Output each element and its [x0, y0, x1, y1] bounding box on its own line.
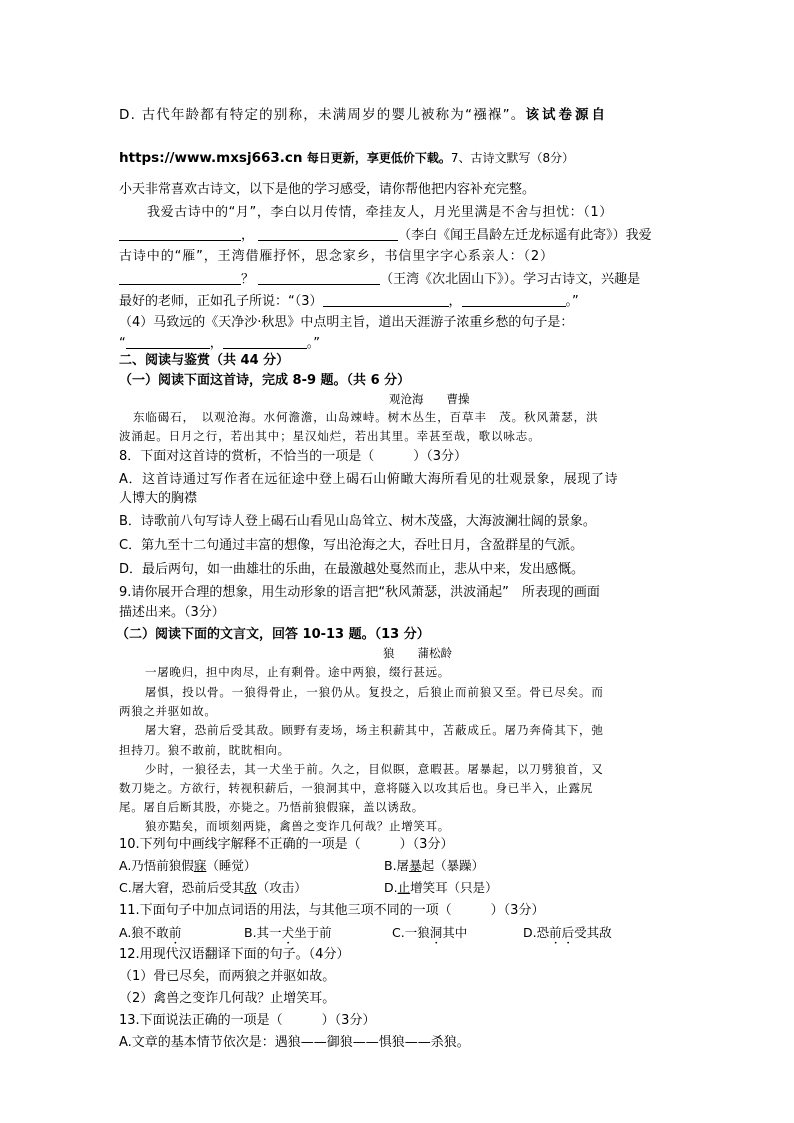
part-1-heading: （一）阅读下面这首诗，完成 8-9 题。（共 6 分）: [119, 373, 411, 388]
q7-line5: 最好的老师，正如孔子所说：“（3） ， 。”: [119, 294, 579, 309]
q12-item-1: （1）骨已尽矣，而两狼之并驱如故。: [119, 969, 336, 984]
answer-blank[interactable]: [462, 292, 566, 307]
wolf-text-line: 担持刀。狼不敢前，眈眈相向。: [119, 743, 290, 757]
q12-stem: 12.用现代汉语翻译下面的句子。（4分）: [119, 947, 350, 962]
answer-blank[interactable]: [258, 270, 380, 285]
q10-option-a: A.乃悟前狼假寐（睡觉）: [119, 858, 257, 873]
wolf-text-line: 屠大窘，恐前后受其敌。顾野有麦场，场主积薪其中，苫蔽成丘。屠乃奔倚其下，弛: [145, 723, 604, 737]
wolf-title-line: [383, 644, 452, 662]
answer-blank[interactable]: [126, 334, 210, 349]
q7-intro: 小天非常喜欢古诗文，以下是他的学习感受，请你帮他把内容补充完整。: [119, 182, 536, 197]
ad-slogan: 每日更新，享更低价下载。: [306, 151, 451, 165]
q7-heading: 7、古诗文默写（8分）: [450, 151, 575, 165]
q8-option-c: C．第九至十二句通过丰富的想像，写出沧海之大，吞吐日月，含盈群星的气派。: [119, 538, 584, 553]
q9-stem-cont: 描述出来。（3分）: [119, 605, 225, 620]
q8-option-b: B．诗歌前八句写诗人登上碣石山看见山岛耸立、树木茂盛，大海波澜壮阔的景象。: [119, 514, 596, 529]
q10-stem: 10.下列句中画线字解释不正确的一项是（ ）（3分）: [119, 837, 454, 852]
section-2-title: 二、阅读与鉴赏（共 44 分）: [119, 353, 290, 368]
option-d-line: [119, 106, 608, 124]
q8-option-a-cont: 人博大的胸襟: [119, 491, 198, 506]
ad-line: [119, 149, 574, 167]
poem-line: 波涌起。日月之行，若出其中；星汉灿烂，若出其里。幸甚至哉，歌以咏志。: [119, 429, 541, 443]
q10-option-b: B.屠暴起（暴躁）: [384, 858, 485, 873]
q9-stem: 9.请你展开合理的想象，用生动形象的语言把“秋风萧瑟，洪波涌起” 所表现的画面: [119, 585, 600, 600]
q7-line4: ？ （王湾《次北固山下》）。学习古诗文，兴趣是: [119, 270, 640, 289]
answer-blank[interactable]: [223, 334, 307, 349]
part-2-heading: （二）阅读下面的文言文，回答 10-13 题。（13 分）: [116, 627, 430, 642]
poem-author: 曹操: [446, 392, 470, 406]
q8-option-a: A．这首诗通过写作者在远征途中登上碣石山俯瞰大海所看见的壮观景象，展现了诗: [119, 472, 619, 487]
wolf-text-line: 一屠晚归，担中肉尽，止有剩骨。途中两狼，缀行甚远。: [145, 665, 450, 679]
q7-line6: （4）马致远的《天净沙·秋思》中点明主旨，道出天涯游子浓重乡愁的句子是：: [119, 315, 574, 330]
q13-stem: 13.下面说法正确的一项是（ ）（3分）: [119, 1013, 376, 1028]
wolf-text-line: 屠惧，投以骨。一狼得骨止，一狼仍从。复投之，后狼止而前狼又至。骨已尽矣。而: [145, 685, 604, 699]
wolf-text-line: 两狼之并驱如故。: [119, 704, 217, 718]
answer-blank[interactable]: [119, 270, 241, 285]
wolf-author: 蒲松龄: [417, 646, 452, 660]
q7-line7: “ ， 。”: [119, 336, 321, 351]
poem-title: 观沧海: [389, 392, 424, 406]
ad-text: 该试卷源自: [525, 107, 608, 123]
q7-line2: ， （李白《闻王昌龄左迁龙标遥有此寄》）我爱: [119, 226, 652, 245]
q11-option-c: C.一狼洞其中: [392, 925, 468, 940]
q7-line1: 我爱古诗中的“月”，李白以月传情，牵挂友人，月光里满是不舍与担忧：（1）: [147, 205, 613, 220]
q7-line3: 古诗中的“雁”，王湾借雁抒怀，思念家乡，书信里字字心系亲人：（2）: [119, 249, 554, 264]
wolf-title: 狼: [383, 646, 395, 660]
q11-stem: 11.下面句子中加点词语的用法，与其他三项不同的一项（ ）（3分）: [119, 903, 545, 918]
option-d-text: D. 古代年龄都有特定的别称，未满周岁的婴儿被称为“襁褓”。: [119, 107, 526, 123]
q11-option-a: A.狼不敢前: [119, 925, 182, 940]
q13-option-a: A.文章的基本情节依次是：遇狼——御狼——惧狼——杀狼。: [119, 1035, 470, 1050]
q10-option-d: D.止增笑耳（只是）: [384, 880, 498, 895]
poem-line: 东临碣石， 以观沧海。水何澹澹，山岛竦峙。树木丛生，百草丰 茂。秋风萧瑟，洪: [133, 410, 599, 424]
poem-title-line: [389, 390, 470, 408]
ad-url-link[interactable]: https://www.mxsj663.cn: [119, 150, 303, 166]
answer-blank[interactable]: [119, 226, 241, 241]
wolf-text-line: 少时，一狼径去，其一犬坐于前。久之，目似瞑，意暇甚。屠暴起，以刀劈狼首，又: [145, 762, 604, 776]
answer-blank[interactable]: [258, 226, 398, 241]
q12-item-2: （2）禽兽之变诈几何哉？止增笑耳。: [119, 991, 336, 1006]
q8-stem: 8．下面对这首诗的赏析，不恰当的一项是（ ）（3分）: [119, 449, 468, 464]
wolf-text-line: 数刀毙之。方欲行，转视积薪后，一狼洞其中，意将隧入以攻其后也。身已半入，止露尻: [119, 781, 593, 795]
answer-blank[interactable]: [323, 292, 449, 307]
wolf-text-line: 尾。屠自后断其股，亦毙之。乃悟前狼假寐，盖以诱敌。: [119, 800, 424, 814]
q10-option-c: C.屠大窘，恐前后受其敌（攻击）: [119, 880, 307, 895]
wolf-text-line: 狼亦黠矣，而顷刻两毙，禽兽之变诈几何哉？止增笑耳。: [145, 819, 450, 833]
q11-option-b: B.其一犬坐于前: [244, 925, 332, 940]
q11-option-d: D.恐前后受其敌: [523, 925, 612, 940]
q8-option-d: D．最后两句，如一曲雄壮的乐曲，在最激越处戛然而止，悲从中来，发出感慨。: [119, 562, 585, 577]
